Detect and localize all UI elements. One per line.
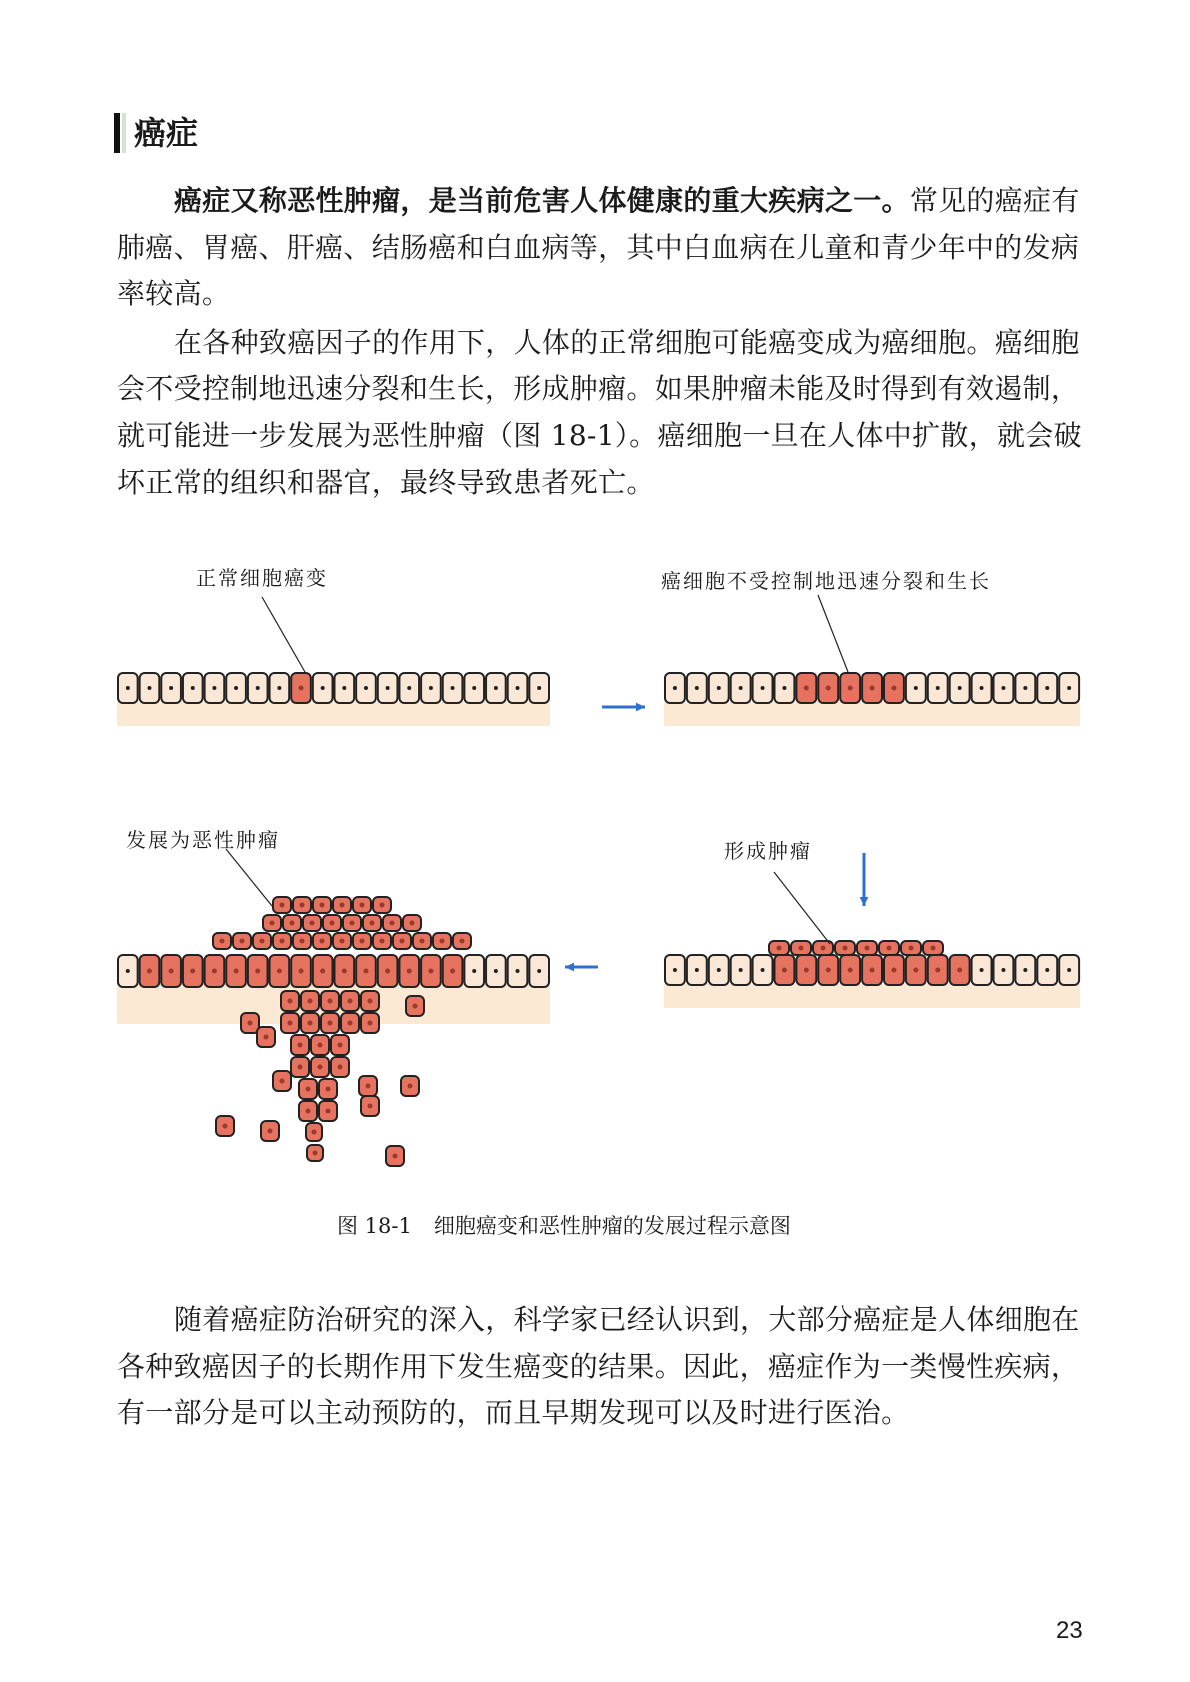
cell-nucleus [340, 939, 345, 944]
cell-nucleus [169, 969, 174, 974]
cell-nucleus [1045, 686, 1049, 690]
cell-nucleus [277, 969, 282, 974]
paragraph-1-line-2: 肺癌、胃癌、肝癌、结肠癌和白血病等，其中白血病在儿童和青少年中的发病 [117, 231, 1080, 264]
cell-nucleus [1023, 686, 1027, 690]
cell-nucleus [318, 1043, 323, 1048]
cell-nucleus [408, 1084, 413, 1089]
cell-nucleus [169, 686, 173, 690]
cell-nucleus [1001, 968, 1005, 972]
cell-nucleus [826, 968, 831, 973]
cell-nucleus [537, 969, 541, 973]
cell-nucleus [368, 999, 373, 1004]
cell-nucleus [340, 903, 345, 908]
cell-nucleus [313, 1151, 318, 1156]
cell-nucleus [147, 969, 152, 974]
cell-nucleus [673, 686, 677, 690]
cell-nucleus [913, 968, 918, 973]
cell-nucleus [695, 968, 699, 972]
arrowhead-icon [636, 703, 645, 712]
cell-nucleus [761, 968, 765, 972]
cell-nucleus [914, 686, 918, 690]
cell-nucleus [1045, 968, 1049, 972]
paragraph-2-line-3: 就可能进一步发展为恶性肿瘤（图 18-1）。癌细胞一旦在人体中扩散，就会破 [117, 419, 1082, 452]
cell-nucleus [223, 1124, 228, 1129]
paragraph-1-line-3: 率较高。 [117, 277, 231, 310]
cell-nucleus [326, 1109, 331, 1114]
paragraph-2-line-1: 在各种致癌因子的作用下，人体的正常细胞可能癌变成为癌细胞。癌细胞 [174, 326, 1080, 359]
cell-nucleus [935, 968, 940, 973]
cell-nucleus [887, 946, 892, 951]
cell-nucleus [320, 969, 325, 974]
cell-nucleus [717, 686, 721, 690]
cell-nucleus [848, 686, 853, 691]
cell-nucleus [804, 968, 809, 973]
cell-nucleus [407, 969, 412, 974]
cell-nucleus [308, 999, 313, 1004]
connective-tissue [664, 702, 1080, 726]
cell-nucleus [380, 903, 385, 908]
cell-nucleus [280, 903, 285, 908]
cell-nucleus [328, 1021, 333, 1026]
cell-nucleus [348, 999, 353, 1004]
paragraph-3-line-2: 各种致癌因子的长期作用下发生癌变的结果。因此，癌症作为一类慢性疾病， [117, 1350, 1080, 1383]
figure-label-uncontrolled-division: 癌细胞不受控制地迅速分裂和生长 [661, 569, 991, 593]
cell-nucleus [472, 686, 476, 690]
figure-label-tumor-formation: 形成肿瘤 [724, 839, 812, 863]
cell-nucleus [390, 921, 395, 926]
cell-nucleus [865, 946, 870, 951]
cell-nucleus [364, 686, 368, 690]
cell-nucleus [338, 1043, 343, 1048]
cell-nucleus [264, 1035, 269, 1040]
text-span: 常见的癌症有 [909, 184, 1080, 217]
cell-nucleus [366, 1084, 371, 1089]
cell-nucleus [320, 939, 325, 944]
cell-nucleus [288, 999, 293, 1004]
cell-nucleus [288, 1021, 293, 1026]
label-pointer-line [262, 597, 305, 672]
cell-nucleus [1067, 968, 1071, 972]
cell-nucleus [298, 1065, 303, 1070]
cell-nucleus [782, 686, 786, 690]
cell-nucleus [212, 969, 217, 974]
cell-nucleus [957, 968, 962, 973]
cell-nucleus [268, 1129, 273, 1134]
cell-nucleus [370, 921, 375, 926]
cell-nucleus [260, 939, 265, 944]
cell-nucleus [321, 686, 325, 690]
cell-nucleus [255, 969, 260, 974]
cell-nucleus [739, 686, 743, 690]
cell-nucleus [826, 686, 831, 691]
paragraph-3-line-1: 随着癌症防治研究的深入，科学家已经认识到，大部分癌症是人体细胞在 [174, 1303, 1080, 1336]
cell-nucleus [516, 686, 520, 690]
cell-nucleus [673, 968, 677, 972]
cell-nucleus [256, 686, 260, 690]
cell-nucleus [190, 969, 195, 974]
cell-nucleus [234, 969, 239, 974]
cell-nucleus [240, 939, 245, 944]
cell-nucleus [494, 686, 498, 690]
label-pointer-line [818, 595, 848, 672]
cell-nucleus [843, 946, 848, 951]
figure-title: 细胞癌变和恶性肿瘤的发展过程示意图 [433, 1214, 791, 1238]
label-pointer-line [226, 849, 272, 906]
cell-nucleus [1023, 968, 1027, 972]
cell-nucleus [191, 686, 195, 690]
cell-nucleus [777, 946, 782, 951]
cell-nucleus [300, 939, 305, 944]
cell-nucleus [958, 686, 962, 690]
cell-nucleus [234, 686, 238, 690]
cell-nucleus [290, 921, 295, 926]
cell-nucleus [870, 686, 875, 691]
cell-nucleus [348, 1021, 353, 1026]
arrowhead-icon [860, 897, 869, 906]
cell-nucleus [909, 946, 914, 951]
cell-nucleus [280, 939, 285, 944]
cell-nucleus [739, 968, 743, 972]
cell-nucleus [420, 939, 425, 944]
cell-nucleus [450, 969, 455, 974]
connective-tissue [117, 702, 550, 726]
cell-nucleus [891, 686, 896, 691]
cell-nucleus [413, 1004, 418, 1009]
figure-number: 图 18-1 [337, 1214, 412, 1238]
cell-nucleus [870, 968, 875, 973]
cell-nucleus [298, 1043, 303, 1048]
cell-nucleus [368, 1104, 373, 1109]
cell-nucleus [1067, 686, 1071, 690]
cell-nucleus [848, 968, 853, 973]
cell-nucleus [460, 939, 465, 944]
cell-nucleus [320, 903, 325, 908]
cell-nucleus [695, 686, 699, 690]
cell-nucleus [936, 686, 940, 690]
cell-nucleus [126, 686, 130, 690]
cell-nucleus [299, 686, 304, 691]
cell-nucleus [429, 686, 433, 690]
figure-label-malignant-tumor: 发展为恶性肿瘤 [126, 828, 280, 852]
cell-nucleus [980, 968, 984, 972]
cell-nucleus [280, 1079, 285, 1084]
arrowhead-icon [565, 963, 574, 972]
cell-nucleus [363, 969, 368, 974]
key-sentence: 癌症又称恶性肿瘤，是当前危害人体健康的重大疾病之一。 [174, 184, 910, 217]
cell-nucleus [342, 686, 346, 690]
cell-nucleus [310, 921, 315, 926]
paragraph-2-line-4: 坏正常的组织和器官，最终导致患者死亡。 [117, 466, 655, 499]
cell-nucleus [451, 686, 455, 690]
cell-nucleus [1001, 686, 1005, 690]
cell-nucleus [380, 939, 385, 944]
cell-nucleus [126, 969, 130, 973]
cell-nucleus [440, 939, 445, 944]
connective-tissue [664, 984, 1080, 1008]
cell-nucleus [494, 969, 498, 973]
cell-nucleus [410, 921, 415, 926]
cell-nucleus [318, 1065, 323, 1070]
cell-nucleus [980, 686, 984, 690]
figure-label-normal-cell-mutation: 正常细胞癌变 [196, 566, 328, 590]
paragraph-3-line-3: 有一部分是可以主动预防的，而且早期发现可以及时进行医治。 [117, 1396, 910, 1429]
cell-nucleus [328, 999, 333, 1004]
cell-nucleus [248, 1021, 253, 1026]
cell-nucleus [299, 969, 304, 974]
cell-nucleus [400, 939, 405, 944]
cell-nucleus [386, 686, 390, 690]
cell-nucleus [782, 968, 787, 973]
cell-nucleus [306, 1087, 311, 1092]
cell-nucleus [393, 1154, 398, 1159]
cell-nucleus [312, 1130, 317, 1135]
paragraph-2-line-2: 会不受控制地迅速分裂和生长，形成肿瘤。如果肿瘤未能及时得到有效遏制， [117, 372, 1080, 405]
label-pointer-line [774, 872, 830, 944]
cell-nucleus [342, 969, 347, 974]
cell-nucleus [537, 686, 541, 690]
cell-nucleus [360, 903, 365, 908]
cell-nucleus [761, 686, 765, 690]
page-number: 23 [1056, 1617, 1083, 1644]
cell-nucleus [306, 1109, 311, 1114]
cell-nucleus [717, 968, 721, 972]
cell-nucleus [147, 686, 151, 690]
cell-nucleus [804, 686, 809, 691]
cell-nucleus [308, 1021, 313, 1026]
cell-nucleus [385, 969, 390, 974]
cell-nucleus [821, 946, 826, 951]
cell-nucleus [472, 969, 476, 973]
cell-nucleus [338, 1065, 343, 1070]
section-heading: 癌症 [134, 114, 199, 152]
cell-nucleus [220, 939, 225, 944]
figure-caption [337, 1210, 813, 1240]
cell-nucleus [931, 946, 936, 951]
cell-nucleus [326, 1087, 331, 1092]
cell-nucleus [270, 921, 275, 926]
cell-nucleus [212, 686, 216, 690]
cell-nucleus [277, 686, 281, 690]
cell-nucleus [330, 921, 335, 926]
cell-nucleus [891, 968, 896, 973]
cell-nucleus [428, 969, 433, 974]
cell-nucleus [360, 939, 365, 944]
cell-nucleus [350, 921, 355, 926]
cell-nucleus [368, 1021, 373, 1026]
cell-nucleus [516, 969, 520, 973]
cell-nucleus [300, 903, 305, 908]
cell-nucleus [407, 686, 411, 690]
cell-nucleus [799, 946, 804, 951]
